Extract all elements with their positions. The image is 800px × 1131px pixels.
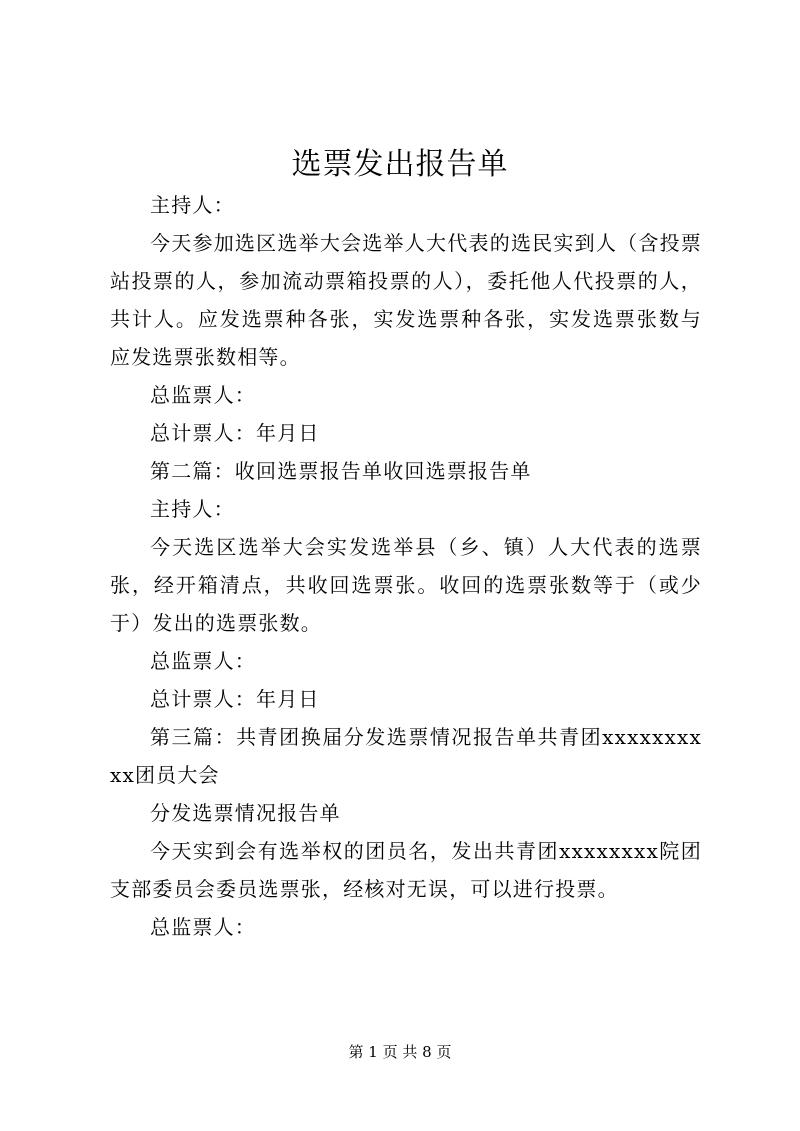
paragraph-host: 主持人： — [150, 193, 235, 217]
section-heading-3: 第三篇：共青团换届分发选票情况报告单共青团xxxxxxxxxx团员大会 — [110, 725, 702, 787]
paragraph-host-2: 主持人： — [150, 497, 235, 521]
document-body — [110, 186, 702, 946]
section-heading-2: 第二篇：收回选票报告单收回选票报告单 — [150, 459, 532, 483]
document-title: 选票发出报告单 — [291, 147, 509, 182]
paragraph-league-members: 今天实到会有选举权的团员名，发出共青团xxxxxxxx院团支部委员会委员选票张，经核对无误，可以进行投票。 — [110, 839, 702, 901]
subheading-distribution-report: 分发选票情况报告单 — [150, 801, 341, 825]
paragraph-chief-scrutineer-3: 总监票人： — [150, 915, 256, 939]
page-footer: 第 1 页 共 8 页 — [348, 1043, 452, 1061]
paragraph-voter-attendance: 今天参加选区选举大会选举人大代表的选民实到人（含投票站投票的人，参加流动票箱投票的人），委托他人代投票的人，共计人。应发选票种各张，实发选票种各张，实发选票张数与应发选票张数相等。 — [110, 231, 702, 369]
paragraph-chief-scrutineer-2: 总监票人： — [150, 649, 256, 673]
paragraph-chief-teller-date-2: 总计票人：年月日 — [150, 687, 320, 711]
paragraph-ballots-returned: 今天选区选举大会实发选举县（乡、镇）人大代表的选票张，经开箱清点，共收回选票张。收回的选票张数等于（或少于）发出的选票张数。 — [110, 535, 702, 635]
paragraph-chief-scrutineer: 总监票人： — [150, 383, 256, 407]
paragraph-chief-teller-date: 总计票人：年月日 — [150, 421, 320, 445]
